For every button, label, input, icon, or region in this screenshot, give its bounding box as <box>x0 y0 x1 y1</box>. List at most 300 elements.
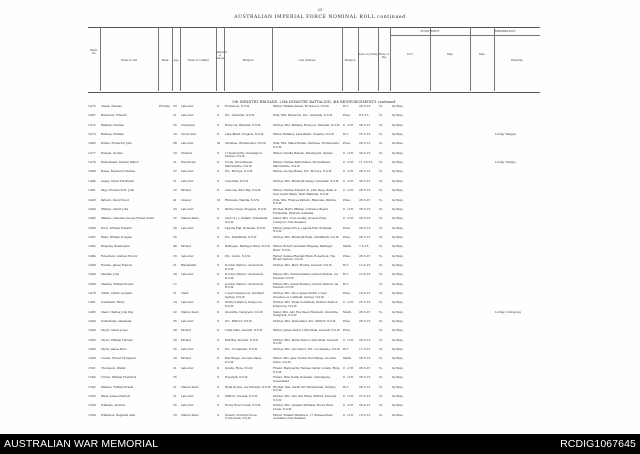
column-header: Married or Single <box>216 51 227 60</box>
cell-ms: S <box>217 412 220 417</box>
cell-date: 26.5.15 <box>359 375 371 380</box>
cell-pay: 5/- <box>379 281 383 286</box>
cell-date: 26.5.15 <box>359 384 371 389</box>
cell-ms: S <box>217 150 220 155</box>
cell-name: Wallace, William Ernest <box>101 384 134 389</box>
cell-age: 25 <box>173 375 177 380</box>
column-header: Ship <box>447 53 453 56</box>
cell-rel: Pres. <box>343 234 351 239</box>
cell-trade: Labourer <box>181 206 194 211</box>
column-header: Date of Joining <box>358 53 378 56</box>
cell-name: Sutherland, Alexander <box>101 319 132 324</box>
cell-date: 7.5.15 <box>359 244 369 249</box>
cell-pay: 5/- <box>379 393 383 398</box>
cell-trade: Labourer <box>181 272 194 277</box>
cell-no: 1499 <box>88 356 96 361</box>
cell-rel: R.C. <box>343 272 350 277</box>
cell-port: Sydney <box>392 132 404 137</box>
cell-rel: Meth. <box>343 356 352 361</box>
cell-age: 41 <box>173 197 177 202</box>
cell-trade: Labourer <box>181 253 194 258</box>
cell-trade: Electrician <box>181 160 196 165</box>
cell-pay: 5/- <box>379 253 383 258</box>
cell-port: Sydney <box>392 319 404 324</box>
cell-addr: P.O., Guyra, N.S.W. <box>225 253 251 258</box>
cell-trade: Labourer <box>181 347 194 352</box>
cell-ms: S <box>217 291 220 295</box>
cell-no: 1489 <box>88 262 96 267</box>
cell-addr: Hyall Downs, via Yarraldo, N.S.W. <box>225 384 271 389</box>
cell-rel: C. of E. <box>343 300 355 305</box>
cell-age: 18 <box>173 150 177 155</box>
cell-pay: 5/- <box>379 375 383 380</box>
cell-age: 29 <box>173 337 177 342</box>
cell-addr: P.O., Coonamble, N.S.W. <box>225 347 258 352</box>
cell-age: 21 <box>173 291 177 295</box>
cell-port: Sydney <box>392 188 404 193</box>
cell-no: 1502 <box>88 384 96 389</box>
cell-addr: Lower Greenwood, Lindfield, Sydney, N.S.W. <box>225 291 265 299</box>
cell-port: Sydney <box>392 169 404 174</box>
cell-name: Ansell, Thomas <box>101 104 122 108</box>
cell-no: 1509 <box>88 412 96 417</box>
cell-rel: C. of E. <box>343 412 355 417</box>
cell-kin: Father, James Price, Laguna Flat, Bombala, N.S.W. <box>273 225 333 234</box>
cell-port: Sydney <box>392 104 404 108</box>
cell-ms: S <box>217 122 220 127</box>
cell-no: 1480 <box>88 281 96 286</box>
cell-pay: 5/- <box>379 188 383 193</box>
cell-ms: S <box>217 160 220 165</box>
cell-kin: Wife, Mrs. Bickerton, P.O., Granville, N.S.W. <box>273 113 333 118</box>
cell-rel: C. of E. <box>343 403 355 408</box>
cell-kin: Friend, Miss Nellie Newman, Canningera, Queensland <box>273 375 331 383</box>
cell-kin: Father, William Wilkinson, 17 Wellesestreet, Auckland, New Zealand <box>273 412 334 421</box>
cell-kin: Father, James Taylor, Little Plain, Inverell, N.S.W. <box>273 328 340 333</box>
cell-ms: S <box>217 347 220 352</box>
cell-port: Sydney <box>392 412 404 417</box>
cell-name: Rourke, James Francis <box>101 262 132 267</box>
cell-age: 21 <box>173 113 177 118</box>
cell-rel: R.C. <box>343 281 350 286</box>
cell-kin: Mother, Mrs. Johanna Williams, Rocky River Creek, N.S.W. <box>273 403 334 411</box>
cell-trade: Labourer <box>181 169 194 174</box>
cell-kin: Wife, Mrs. Mabel Bullen, Yarrabee, Wollemombi, N.S.W. <box>273 141 340 150</box>
cell-age: 29 <box>173 132 177 137</box>
cell-rel: Meth. <box>343 244 352 249</box>
cell-kin: Father, Charles Bullockland, Stroudhaven, Marrickville, N.S.W. <box>273 160 331 168</box>
cell-age: 23 <box>173 206 177 211</box>
cell-no: 1485 <box>88 337 96 342</box>
cell-kin: Mother, Mrs. Mary Rourke, Inverell, N.S.W. <box>273 262 333 267</box>
cell-pay: 5/- <box>379 234 383 239</box>
cell-date: 26.5.15 <box>359 197 371 202</box>
cell-addr: Gordon Station, via Inverell, N.S.W. <box>225 272 264 280</box>
cell-addr: Little Plain, Inverell, N.S.W. <box>225 328 263 333</box>
cell-rel: R.C. <box>343 104 350 108</box>
cell-ms: S <box>217 328 220 333</box>
cell-trade: Labourer <box>181 403 194 408</box>
cell-port: Sydney <box>392 206 404 211</box>
column-header: Date <box>478 53 486 56</box>
cell-port: Sydney <box>392 300 404 305</box>
cell-date: 20.4.15 <box>359 403 371 408</box>
cell-date: 26.5.15 <box>359 188 371 193</box>
cell-port: Sydney <box>392 225 404 230</box>
cell-rel: C. of E. <box>343 375 355 380</box>
cell-name: Bullockland, Stanley Milton <box>101 160 139 165</box>
cell-date: 15.5.15 <box>359 412 371 417</box>
cell-kin: Mother, Mrs. Elizabeth Read, Strathfield, N.S.W. <box>273 234 339 239</box>
cell-trade: Labourer <box>181 319 194 324</box>
cell-ms: S <box>217 319 220 324</box>
cell-kin: Father, Mrs. Sarah Sandler, Gordon Station, via Inverell, N.S.W. <box>273 272 338 280</box>
cell-trade: Farmer <box>181 188 191 193</box>
cell-ms: S <box>217 225 220 230</box>
cell-no: 1477 <box>88 150 96 155</box>
cell-date: 26.5.15 <box>359 356 371 361</box>
cell-no: 1496 <box>88 272 96 277</box>
cell-addr: Care of J. J. Gilliam, Tenterfield, N.S.W. <box>225 216 269 224</box>
cell-addr: Bellingen, Bellinger River, N.S.W. <box>225 244 271 249</box>
cell-date: 26.5.15 <box>359 141 371 146</box>
cell-ms: S <box>217 309 220 314</box>
cell-trade: Labourer <box>181 178 194 183</box>
header-group-rule <box>470 35 540 36</box>
column-header: Religion <box>344 59 356 62</box>
cell-kin: Mother, Mrs. Elizabeth Ganey, Canonbar, N.S.W. <box>273 178 339 183</box>
cell-trade: Labourer <box>181 113 194 118</box>
cell-rel: C. of E. <box>343 216 355 221</box>
cell-date: 26.5.15 <box>359 253 371 258</box>
cell-ms: S <box>217 356 220 361</box>
header-group-label: ENLISTMENT <box>420 30 440 33</box>
cell-pay: 5/- <box>379 197 383 202</box>
cell-trade: Labourer <box>181 141 194 146</box>
cell-addr: Canonbar, N.S.W. <box>225 178 249 183</box>
cell-date: 26.5.15 <box>359 319 371 324</box>
cell-kin: Mother, Mrs. Ann Taylor, P.O., Coonamble, N.S.W. <box>273 347 341 352</box>
cell-port: Sydney <box>392 141 404 146</box>
cell-age: 23 <box>173 104 177 108</box>
cell-pay: 5/- <box>379 122 383 127</box>
cell-port: Sydney <box>392 337 404 342</box>
cell-port: Sydney <box>392 122 404 127</box>
cell-addr: Gordon Station, via Inverell, N.S.W. <box>225 262 264 271</box>
cell-date: 27.5.15 <box>359 393 371 398</box>
page-title: AUSTRALIAN IMPERIAL FORCE NOMINAL ROLL continued <box>234 15 406 20</box>
cell-name: Ganey, Oliver Ferdinand <box>101 178 135 183</box>
cell-rel: C. of E. <box>343 169 355 174</box>
cell-ms: S <box>217 281 220 286</box>
cell-port: Sydney <box>392 216 404 221</box>
cell-age: 35 <box>173 319 177 324</box>
cell-name: Southfield, Harry <box>101 300 125 305</box>
cell-name: Taylor, James Hero <box>101 347 127 352</box>
cell-pay: 5/- <box>379 365 383 370</box>
cell-date: 16.4.15 <box>359 291 371 295</box>
cell-date: 28.5.15 <box>359 122 371 127</box>
cell-age: 22 <box>173 216 177 221</box>
cell-rel: Pres. <box>343 141 351 146</box>
cell-no: 1473 <box>88 132 96 137</box>
cell-pay: 5/- <box>379 384 383 389</box>
cell-no: 1481 <box>88 188 96 193</box>
cell-no: 1493 <box>88 197 96 202</box>
cell-addr: P.O., Milford, N.S.W. <box>225 319 253 324</box>
cell-pay: 5/- <box>379 412 383 417</box>
cell-port: Sydney <box>392 347 404 352</box>
cell-kin: Father, Mrs. Sarah Shanley, Gordon Station, via Inverell, N.S.W. <box>273 281 339 290</box>
cell-date: 26.5.15 <box>359 216 371 221</box>
cell-addr: Laguna Flat, Bombala, N.S.W. <box>225 225 266 230</box>
cell-age: 30 <box>173 225 177 230</box>
cell-name: Robertson, Andrew Hector <box>101 253 138 258</box>
cell-ms: S <box>217 169 220 174</box>
column-header: Trade or Calling <box>187 59 209 62</box>
cell-no: 1472 <box>88 122 96 127</box>
cell-name: Phillips, Albert John <box>101 206 129 211</box>
cell-name: Turner, William Frederick <box>101 375 137 380</box>
cell-rel: C. of E. <box>343 393 355 398</box>
cell-date: 17.3.15 <box>359 347 371 352</box>
cell-pay: 5/- <box>379 113 383 118</box>
cell-addr: Burwood, Waratah, N.S.W. <box>225 122 261 127</box>
cell-pay: 5/- <box>379 225 383 230</box>
cell-pay: 5/- <box>379 300 383 305</box>
cell-port: Sydney <box>392 365 404 370</box>
cell-pay: 5/- <box>379 403 383 408</box>
cell-name: Sandler, John <box>101 272 120 277</box>
cell-port: Sydney <box>392 375 404 380</box>
cell-no: 1503 <box>88 393 96 398</box>
cell-date: 12.4.15 <box>359 272 371 277</box>
column-header: Remarks <box>511 59 523 62</box>
cell-rel: Meth. <box>343 309 352 314</box>
cell-date: 25.5.15 <box>359 300 371 305</box>
cell-kin: Wife, Mrs. Frances Pattern, Rhiwvale, Walcha, N.S.W. <box>273 197 337 206</box>
cell-port: Sydney <box>392 234 404 239</box>
cell-pay: 5/- <box>379 244 383 249</box>
cell-date: 28.5.15 <box>359 225 371 230</box>
cell-kin: Mother, Mrs. Sutherland, P.O., Milford, N.S.W. <box>273 319 336 324</box>
cell-trade: Labourer <box>181 104 194 108</box>
cell-addr: Red Range, via Glen Innes, N.S.W. <box>225 356 262 365</box>
cell-date: 26.5.15 <box>359 169 371 174</box>
cell-no: 1494 <box>88 178 96 183</box>
cell-age: 21 <box>173 160 177 165</box>
cell-rel: Pres. <box>343 225 351 230</box>
cell-kin: Mother, Mrs. Maria Taylor, Little Plain, Inverell, N.S.W. <box>273 337 339 346</box>
cell-trade: Labourer <box>181 393 194 398</box>
cell-pay: 5/- <box>379 319 383 324</box>
cell-trade: Station hand <box>181 412 199 417</box>
cell-ms: S <box>217 384 220 389</box>
cell-addr: P.O., Granville, N.S.W. <box>225 113 255 118</box>
cell-port: Sydney <box>392 393 404 398</box>
cell-name: Bickerton, Edward <box>101 113 127 118</box>
cell-age: 25 <box>173 403 177 408</box>
cell-trade: Carpenter <box>181 122 195 127</box>
cell-rel: Pres. <box>343 319 351 324</box>
column-header: Last Address <box>298 59 316 62</box>
cell-addr: Lake Bland, Ungarie, N.S.W. <box>225 132 264 137</box>
cell-no: 1497 <box>88 234 96 239</box>
cell-no: 1487 <box>88 113 96 118</box>
cell-ms: S <box>217 337 220 342</box>
cell-age: 28 <box>173 328 177 333</box>
cell-name: Wilkinson, Reginald Alan <box>101 412 136 417</box>
column-rule <box>378 27 379 91</box>
cell-pay: 5/- <box>379 150 383 155</box>
cell-pay: 5/- <box>379 169 383 174</box>
cell-kin: Mother, Mrs. Alice Agnes Smith, Lower Greenwood, Lindfield, Sydney, N.S.W. <box>273 291 327 299</box>
cell-ms: S <box>217 300 220 305</box>
table-body <box>88 105 540 429</box>
cell-name: Bullen, Frederick John <box>101 141 132 146</box>
archive-name: AUSTRALIAN WAR MEMORIAL <box>4 438 159 450</box>
cell-rel: C. of E. <box>343 178 355 183</box>
cell-pay: 5/- <box>379 309 383 314</box>
cell-name: Price, William Edward <box>101 225 132 230</box>
cell-name: Wade, James Herbert <box>101 393 131 398</box>
cell-pay: 5/- <box>379 216 383 221</box>
cell-pay: 5/- <box>379 132 383 137</box>
cell-ms: M <box>217 197 221 202</box>
cell-no: 1400 <box>88 206 96 211</box>
cell-name: Steel, Charles John Day <box>101 309 134 314</box>
table-row <box>88 414 540 423</box>
cell-name: Bellamy, William <box>101 132 124 137</box>
cell-trade: Farmer <box>181 356 191 361</box>
cell-rel: C. of E. <box>343 122 355 127</box>
cell-name: Busse, Raymond Charles <box>101 169 135 174</box>
cell-rel: Pres. <box>343 197 351 202</box>
cell-ms: S <box>217 253 220 258</box>
cell-no: 1484 <box>88 253 96 258</box>
cell-date: 26.5.15 <box>359 337 371 342</box>
column-header: Name in full <box>120 59 138 62</box>
cell-kin: Father, Samuel Randall Ryan, Robertson, The Broad Venture, N.S.W. <box>273 253 336 262</box>
cell-kin: Mother, Mrs. Ann Ann Wade, Milford, Inverell, N.S.W. <box>273 393 337 402</box>
cell-kin: Father, William Ansell, Rookwood, N.S.W. <box>273 104 330 108</box>
cell-age: 27 <box>173 169 177 174</box>
cell-ms: S <box>217 216 220 221</box>
cell-name: Williams, Andrew <box>101 403 125 408</box>
cell-port: Sydney <box>392 150 404 155</box>
cell-remark: Living Wagga <box>495 132 516 137</box>
cell-kin: Sister, Mrs. Ann Eva Steel, Elizabeth, Grenville, Nangrack, N.S.W. <box>273 309 339 318</box>
cell-name: Thompson, Walter <box>101 365 126 370</box>
cell-rel: Pres. <box>343 253 351 258</box>
cell-ms: M <box>217 141 221 146</box>
cell-age: 21 <box>173 384 177 389</box>
cell-ms: S <box>217 188 220 193</box>
cell-no: 1495 <box>88 141 96 146</box>
cell-kin: Father, Neville Bunyan, Kensington, Sydney <box>273 150 333 155</box>
cell-trade: Labourer <box>181 365 194 370</box>
record-id: RCDIG1067645 <box>560 438 636 450</box>
cell-no: 1492 <box>88 244 96 249</box>
cell-port: Sydney <box>392 178 404 183</box>
cell-port: Sydney <box>392 356 404 361</box>
cell-name: Smith, Arthur Leonard <box>101 291 133 295</box>
cell-age: 23 <box>173 253 177 258</box>
cell-date: 8.5.15 <box>359 113 369 118</box>
cell-ms: S <box>217 262 220 267</box>
cell-kin: Father, George Busse, P.O., Moruya, N.S.W. <box>273 169 332 174</box>
cell-age: 22 <box>173 188 177 193</box>
column-rule <box>358 27 359 91</box>
cell-port: Sydney <box>392 403 404 408</box>
cell-age: 24 <box>173 356 177 361</box>
cell-rel: C. of E. <box>343 365 355 370</box>
cell-no: 1478 <box>88 291 96 295</box>
cell-pay: 5/- <box>379 356 383 361</box>
cell-age: 25 <box>173 347 177 352</box>
cell-addr: Barrie Creek, Mogglea, N.S.W. <box>225 206 267 211</box>
cell-trade: Station hand <box>181 309 199 314</box>
cell-age: 40 <box>173 244 177 249</box>
cell-pay: 5/- <box>379 347 383 352</box>
cell-ms: S <box>217 113 220 118</box>
cell-no: 1490 <box>88 319 96 324</box>
cell-no: 1498 <box>88 328 96 333</box>
cell-date: 24.5.15 <box>359 150 371 155</box>
cell-age: 25 <box>173 122 177 127</box>
cell-name: Phillips, Claudius George Ernest Grant <box>101 216 155 221</box>
cell-port: Sydney <box>392 244 404 249</box>
cell-trade: Grazier <box>181 197 192 202</box>
cell-port: Sydney <box>392 291 404 295</box>
cell-date: 26.5.15 <box>359 206 371 211</box>
cell-date: 26.5.15 <box>359 234 371 239</box>
cell-trade: Student <box>181 150 192 155</box>
cell-no: 1482 <box>88 216 96 221</box>
section-heading: 5th INFANTRY BRIGADE, 20th INFANTRY BATTALION, 4th REINFORCEMENTS continued <box>232 100 396 104</box>
cell-age: 21 <box>173 393 177 398</box>
cell-addr: Rhiwvale, Walcha, N.S.W. <box>225 197 260 202</box>
cell-port: Sydney <box>392 328 404 333</box>
cell-rel: R.C. <box>343 262 350 267</box>
cell-rel: C. of E. <box>343 337 355 342</box>
cell-addr: Dunsin, Orchard Grove, Condobolin, N.S.W. <box>225 412 258 421</box>
cell-pay: 5/- <box>379 291 383 295</box>
cell-rel: R.C. <box>343 347 350 352</box>
column-header: Port <box>407 53 413 56</box>
column-rule <box>430 27 431 91</box>
cell-port: Sydney <box>392 384 404 389</box>
cell-pay: 5/- <box>379 262 383 267</box>
cell-pay: 5/- <box>379 141 383 146</box>
cell-name: Page, Frederick St. John <box>101 188 135 193</box>
cell-age: 36 <box>173 141 177 146</box>
cell-addr: Yarrabee, Wollemombi, N.S.W. <box>225 141 267 146</box>
header-group-label: EMBARKATION <box>494 30 516 33</box>
cell-pay: 5/- <box>379 160 383 165</box>
cell-port: Sydney <box>392 272 404 277</box>
cell-name: Bellamy, Charles <box>101 122 124 127</box>
cell-date: 26.5.15 <box>359 104 371 108</box>
cell-name: Ridgeley, Bennington <box>101 244 130 249</box>
cell-addr: Trona, Stroudhaven, Marrickville, N.S.W. <box>225 160 254 168</box>
cell-age: 25 <box>173 234 177 239</box>
cell-age: 21 <box>173 365 177 370</box>
cell-rel: Pres. <box>343 328 351 333</box>
cell-addr: Rocky River Creek, N.S.W. <box>225 403 261 408</box>
cell-age: 18 <box>173 412 177 417</box>
cell-addr: 17 Kentonville, Kensington, Sydney, N.S.W. <box>225 150 263 159</box>
